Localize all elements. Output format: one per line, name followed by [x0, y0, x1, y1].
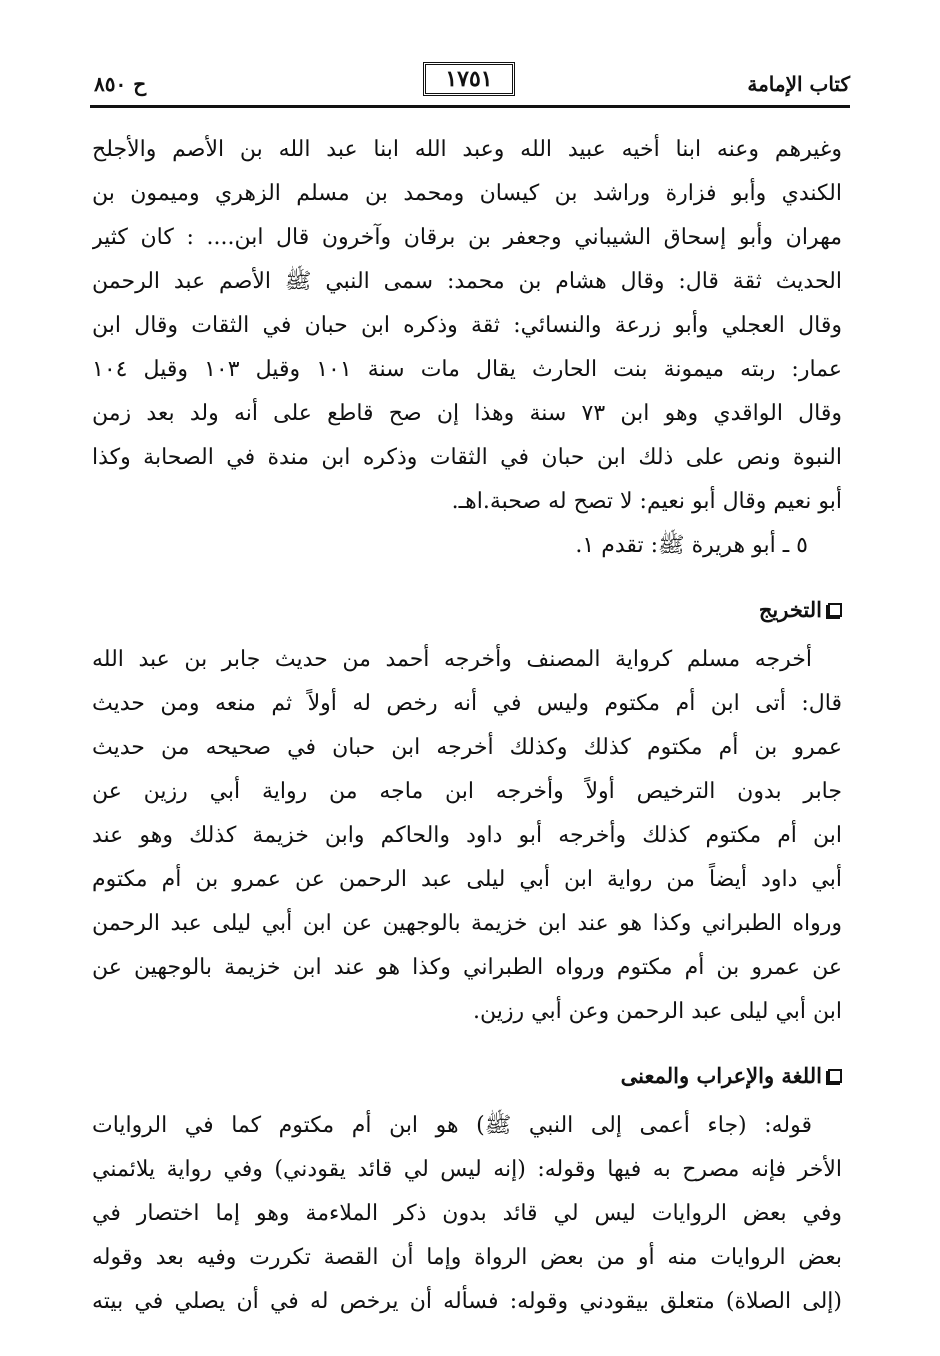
text-line: النبوة ونص على ذلك ابن حبان في الثقات وذكره ابن مندة في الصحابة وكذا	[92, 445, 842, 470]
narrator-biography-block	[92, 128, 842, 568]
text-line: قوله: (جاء أعمى إلى النبي ﷺ) هو ابن أم مكتوم كما في الروايات	[92, 1113, 812, 1138]
text-line: بعض الروايات منه أو من بعض الرواة وإما أن القصة تكررت وفيه بعد وقوله	[92, 1245, 842, 1270]
section-title: اللغة والإعراب والمعنى	[620, 1063, 822, 1088]
text-line: وفي بعض الروايات ليس لي قائد بدون ذكر الملاءمة وهو إما اختصار في	[92, 1201, 842, 1226]
book-title: كتاب الإمامة	[747, 72, 850, 96]
lugha-section	[92, 1104, 842, 1324]
section-heading-takhrij	[92, 590, 842, 630]
text-line: عن عمرو بن أم مكتوم ورواه الطبراني وكذا هو عند ابن خزيمة بالوجهين عن	[92, 955, 842, 980]
text-line: (إلى الصلاة) متعلق بيقودني وقوله: فسأله أن يرخص له في أن يصلي في بيته	[92, 1289, 842, 1314]
text-line: مهران وأبو إسحاق الشيباني وجعفر بن برقان وآخرون قال ابن.... : كان كثير	[92, 225, 842, 250]
text-line: ابن أبي ليلى عبد الرحمن وعن أبي رزين.	[473, 999, 842, 1024]
text-line: أبو نعيم وقال أبو نعيم: لا تصح له صحبة.اهـ.	[451, 489, 842, 514]
page-body	[92, 128, 842, 1324]
page-header	[90, 62, 850, 106]
text-line: الأخر فإنه مصرح به فيها وقوله: (إنه ليس لي قائد يقودني) وفي رواية يلائمني	[92, 1157, 842, 1182]
text-line: عمار: ربته ميمونة بنت الحارث يقال مات سنة ١٠١ وقيل ١٠٣ وقيل ١٠٤	[92, 357, 842, 382]
text-line: عمرو بن أم مكتوم كذلك وكذلك أخرجه ابن حبان في صحيحه من حديث	[92, 735, 842, 760]
text-line: أخرجه مسلم كرواية المصنف وأخرجه أحمد من حديث جابر بن عبد الله	[92, 647, 812, 672]
text-line: الحديث ثقة قال: وقال هشام بن محمد: سمى النبي ﷺ الأصم عبد الرحمن	[92, 269, 842, 294]
text-line: وقال العجلي وأبو زرعة والنسائي: ثقة وذكره ابن حبان في الثقات وقال ابن	[92, 313, 842, 338]
header-rule	[90, 105, 850, 108]
square-bullet-icon	[828, 603, 842, 617]
text-line: الكندي وأبو فزارة وراشد بن كيسان ومحمد بن مسلم الزهري وميمون بن	[92, 181, 842, 206]
text-line: وغيرهم وعنه ابنا أخيه عبيد الله وعبد الله ابنا عبد الله بن الأصم والأجلح	[92, 137, 842, 162]
text-line: وقال الواقدي وهو ابن ٧٣ سنة وهذا إن صح قاطع على أنه ولد بعد زمن	[92, 401, 842, 426]
hadith-number: ١٧٥١	[445, 66, 493, 92]
text-line: جابر بدون الترخيص أولاً وأخرجه ابن ماجه من رواية أبي رزين عن	[92, 779, 842, 804]
section-heading-lugha	[92, 1056, 842, 1096]
text-line: قال: أتى ابن أم مكتوم وليس في أنه رخص له أولاً ثم منعه ومن حديث	[92, 691, 842, 716]
text-line: أبي داود أيضاً من رواية ابن أبي ليلى عبد الرحمن عن عمرو بن أم مكتوم	[92, 867, 842, 892]
takhrij-section	[92, 638, 842, 1034]
text-line: ورواه الطبراني وكذا هو عند ابن خزيمة بالوجهين عن ابن أبي ليلى عبد الرحمن	[92, 911, 842, 936]
section-title: التخريج	[758, 597, 822, 622]
text-line: ابن أم مكتوم كذلك وأخرجه أبو داود والحاكم وابن خزيمة كذلك وهو عند	[92, 823, 842, 848]
hadith-number-frame	[423, 62, 515, 96]
page-reference: ح ٨٥٠	[94, 72, 147, 96]
narrator-item: ٥ ـ أبو هريرة ﷺ: تقدم ١.	[575, 533, 808, 558]
square-bullet-icon	[828, 1069, 842, 1083]
